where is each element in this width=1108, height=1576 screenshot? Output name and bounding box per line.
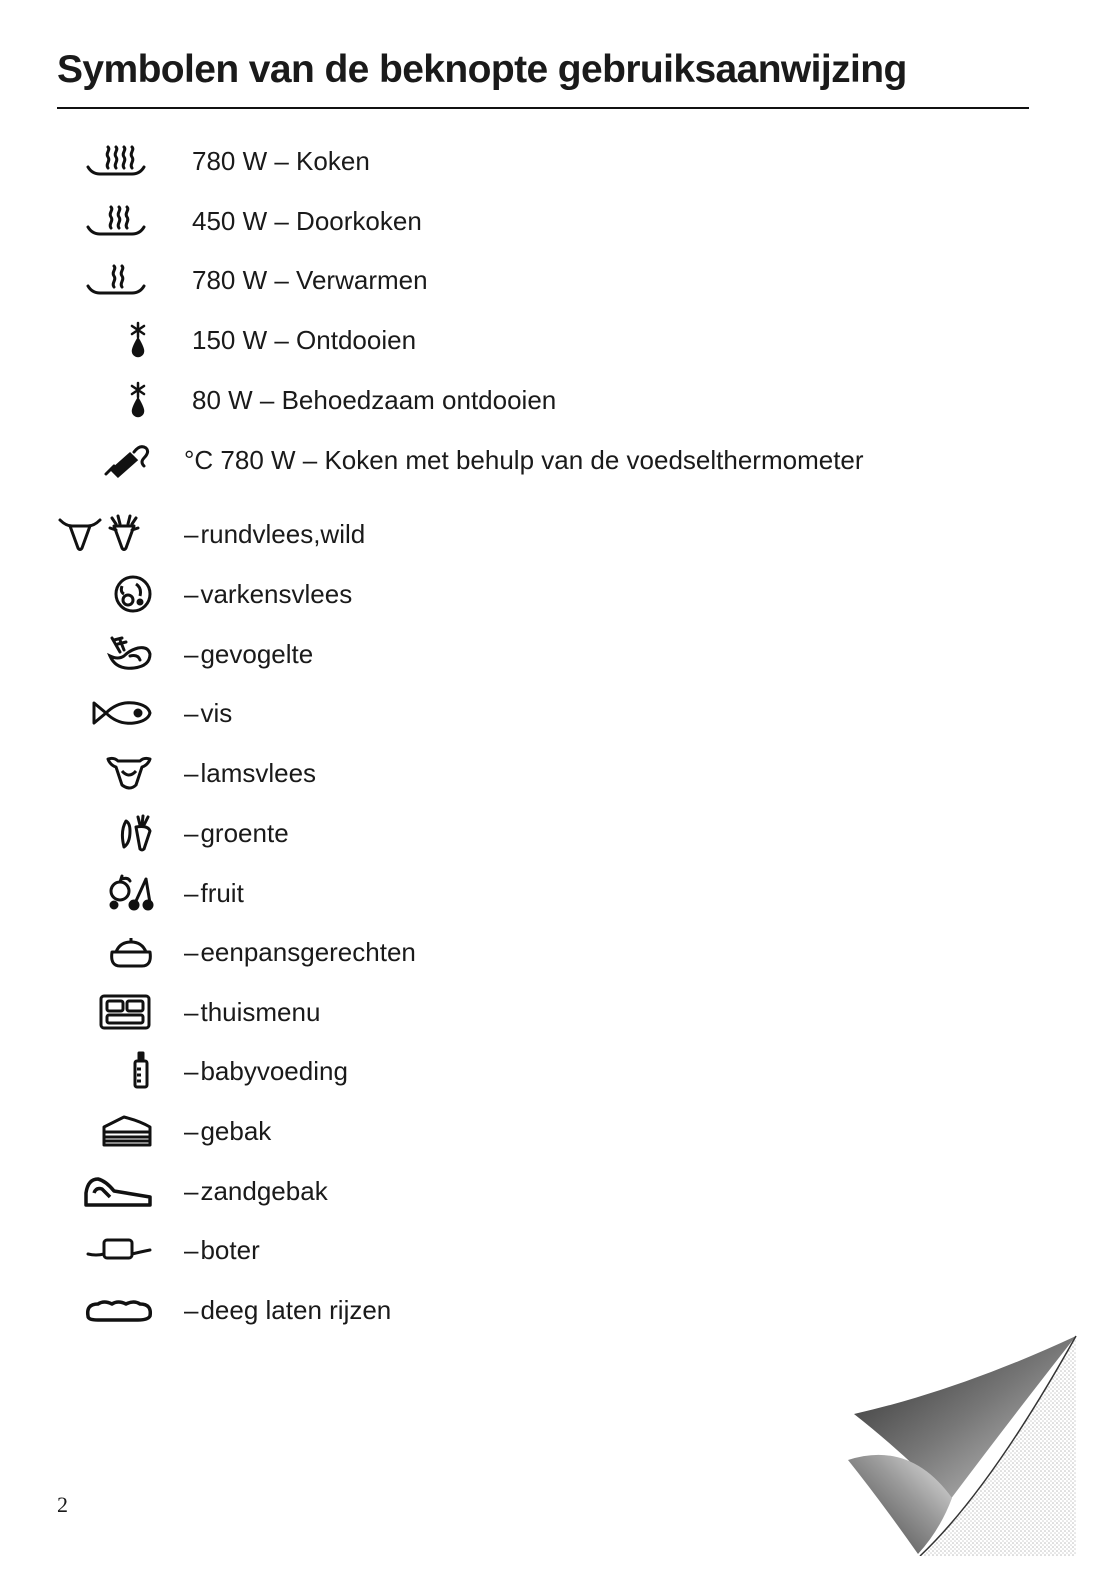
dash: – xyxy=(184,758,199,788)
food-label-text: thuismenu xyxy=(200,997,321,1027)
poultry-icon xyxy=(104,634,156,674)
food-label xyxy=(184,1171,328,1211)
dash: – xyxy=(184,1176,199,1206)
power-row-simmer xyxy=(0,201,1108,241)
dash: – xyxy=(184,1295,199,1325)
food-label-text: groente xyxy=(200,818,289,848)
steam-4-waves-icon xyxy=(80,141,152,181)
food-label-text: vis xyxy=(200,698,233,728)
dash: – xyxy=(184,1235,199,1265)
food-label xyxy=(184,1290,391,1330)
dash: – xyxy=(184,997,199,1027)
food-label xyxy=(184,813,289,853)
food-row-dough xyxy=(0,1290,1108,1330)
power-row-reheat xyxy=(0,260,1108,300)
food-label xyxy=(184,634,313,674)
vegetables-icon xyxy=(116,813,156,853)
food-row-cake xyxy=(0,1111,1108,1151)
power-row-thermometer xyxy=(0,440,1108,480)
power-label: 80 W – Behoedzaam ontdooien xyxy=(192,385,557,415)
food-row-fruit xyxy=(0,873,1108,913)
food-label xyxy=(184,753,316,793)
food-row-butter xyxy=(0,1230,1108,1270)
food-row-baby-food xyxy=(0,1051,1108,1091)
food-label xyxy=(184,1051,348,1091)
defrost-drop-icon xyxy=(120,320,156,360)
menu-plate-icon xyxy=(98,992,154,1032)
dash: – xyxy=(184,937,199,967)
cake-slice-icon xyxy=(100,1111,154,1151)
power-label: °C 780 W – Koken met behulp van de voedselthermometer xyxy=(184,445,864,475)
shortbread-icon xyxy=(80,1171,154,1211)
food-thermometer-icon xyxy=(100,440,156,480)
food-row-fish xyxy=(0,693,1108,733)
food-label-text: rundvlees,wild xyxy=(200,519,366,549)
steam-3-waves-icon xyxy=(80,201,152,241)
defrost-drop-icon xyxy=(120,380,156,420)
food-row-pork xyxy=(0,574,1108,614)
food-row-poultry xyxy=(0,634,1108,674)
butter-icon xyxy=(84,1230,154,1270)
steam-2-waves-icon xyxy=(80,260,152,300)
pig-icon xyxy=(106,574,156,614)
food-label xyxy=(184,873,244,913)
food-row-vegetables xyxy=(0,813,1108,853)
food-label xyxy=(184,514,365,554)
fruit-icon xyxy=(104,873,154,913)
power-label: 450 W – Doorkoken xyxy=(192,206,422,236)
baby-bottle-icon xyxy=(126,1051,156,1091)
page-number: 2 xyxy=(57,1492,68,1517)
food-label xyxy=(184,992,320,1032)
power-row-cook xyxy=(0,141,1108,181)
power-label: 780 W – Verwarmen xyxy=(192,265,428,295)
food-label xyxy=(184,1230,260,1270)
fish-icon xyxy=(90,693,154,733)
food-label-text: varkensvlees xyxy=(200,579,353,609)
food-label-text: babyvoeding xyxy=(200,1056,348,1086)
food-label xyxy=(184,693,232,733)
food-label-text: fruit xyxy=(200,878,244,908)
food-label-text: deeg laten rijzen xyxy=(200,1295,392,1325)
food-row-home-menu xyxy=(0,992,1108,1032)
food-row-lamb xyxy=(0,753,1108,793)
food-label-text: boter xyxy=(200,1235,260,1265)
lamb-icon xyxy=(104,753,154,793)
power-row-gentle-defrost xyxy=(0,380,1108,420)
food-label-text: zandgebak xyxy=(200,1176,328,1206)
food-label-text: gevogelte xyxy=(200,639,314,669)
food-row-beef-game xyxy=(0,514,1108,554)
dash: – xyxy=(184,818,199,848)
food-label xyxy=(184,932,416,972)
dash: – xyxy=(184,1116,199,1146)
food-label-text: lamsvlees xyxy=(200,758,317,788)
title-rule xyxy=(57,107,1029,109)
page-curl-decoration xyxy=(840,1330,1086,1556)
dash: – xyxy=(184,698,199,728)
food-label xyxy=(184,1111,271,1151)
food-row-casserole xyxy=(0,932,1108,972)
power-row-defrost xyxy=(0,320,1108,360)
food-label-text: gebak xyxy=(200,1116,272,1146)
cow-deer-icon xyxy=(56,514,156,554)
dash: – xyxy=(184,878,199,908)
casserole-icon xyxy=(108,932,154,972)
food-label-text: eenpansgerechten xyxy=(200,937,416,967)
food-row-shortbread xyxy=(0,1171,1108,1211)
dash: – xyxy=(184,1056,199,1086)
power-label: 150 W – Ontdooien xyxy=(192,325,417,355)
dash: – xyxy=(184,579,199,609)
food-label xyxy=(184,574,352,614)
power-label: 780 W – Koken xyxy=(192,146,370,176)
dash: – xyxy=(184,519,199,549)
dash: – xyxy=(184,639,199,669)
dough-icon xyxy=(82,1290,154,1330)
page-title: Symbolen van de beknopte gebruiksaanwijzing xyxy=(57,48,907,91)
